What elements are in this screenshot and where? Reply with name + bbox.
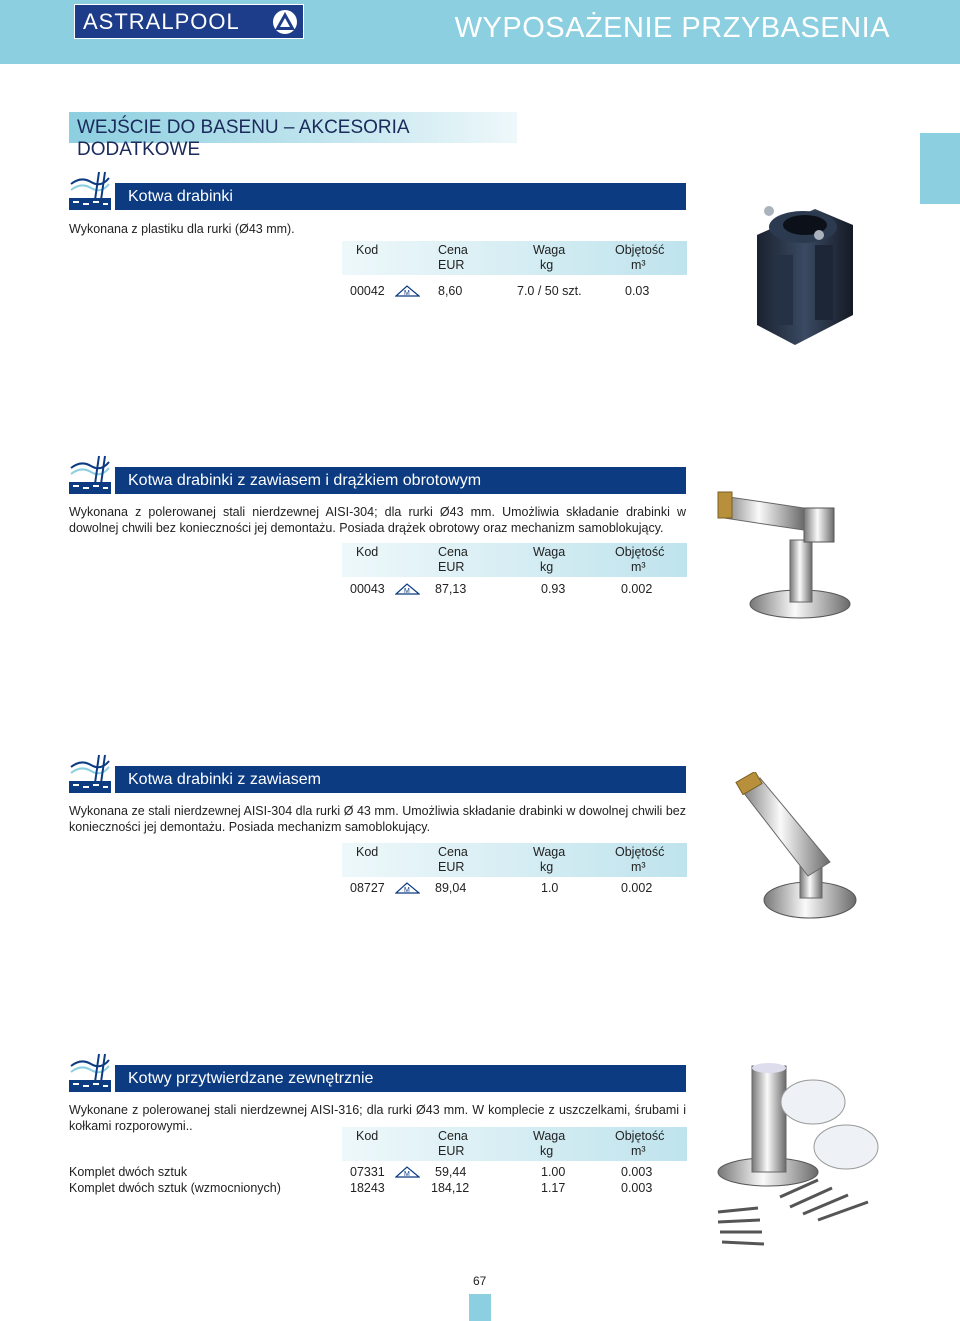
row-price: 8,60	[438, 284, 463, 298]
table-row	[69, 582, 686, 598]
table-row	[69, 284, 686, 300]
col-objetosc: Objętość	[615, 1129, 665, 1143]
col-kg: kg	[540, 860, 554, 874]
page-tab	[469, 1294, 491, 1321]
section-title: WEJŚCIE DO BASENU – AKCESORIA DODATKOWE	[77, 117, 409, 160]
col-waga: Waga	[533, 845, 566, 859]
external-anchors-kit-image	[708, 1062, 888, 1257]
col-eur: EUR	[438, 560, 465, 574]
col-eur: EUR	[438, 860, 465, 874]
row-weight: 7.0 / 50 szt.	[517, 284, 582, 298]
col-m3: m³	[631, 258, 646, 272]
row-volume: 0.002	[621, 582, 653, 596]
page-number: 67	[473, 1274, 487, 1288]
header-bar	[0, 0, 960, 64]
product-header	[69, 1062, 686, 1092]
col-objetosc: Objętość	[615, 845, 665, 859]
product-description: Wykonana z plastiku dla rurki (Ø43 mm).	[69, 222, 295, 236]
plastic-anchor-image	[745, 195, 860, 350]
row-volume: 0.03	[625, 284, 650, 298]
row-price: 184,12	[431, 1181, 470, 1195]
col-objetosc: Objętość	[615, 545, 665, 559]
product-kotwa-zawias	[69, 763, 686, 895]
col-m3: m³	[631, 560, 646, 574]
m-icon	[395, 285, 420, 299]
col-waga: Waga	[533, 545, 566, 559]
col-kod: Kod	[356, 1129, 379, 1143]
table-header	[342, 1127, 687, 1161]
row-code: 00043	[350, 582, 385, 596]
product-kotwy-zewnetrzne	[69, 1062, 686, 1195]
product-header	[69, 763, 686, 793]
product-title: Kotwy przytwierdzane zewnętrznie	[115, 1065, 686, 1092]
col-kg: kg	[540, 560, 554, 574]
row-code: 08727	[350, 881, 385, 895]
table-header	[342, 843, 687, 877]
product-description: Wykonana ze stali nierdzewnej AISI-304 dla rurki Ø 43 mm. Umożliwia składanie drabinki w dowolnej chwili bez konieczności jej demontażu. Posiada mechanizm samoblokujący.	[69, 804, 686, 834]
col-waga: Waga	[533, 1129, 566, 1143]
m-icon	[395, 583, 420, 597]
col-m3: m³	[631, 1144, 646, 1158]
row-label: Komplet dwóch sztuk	[69, 1165, 188, 1179]
product-title: Kotwa drabinki	[115, 183, 686, 210]
pool-ladder-icon	[69, 753, 111, 793]
col-objetosc: Objętość	[615, 243, 665, 257]
svg-text:M: M	[404, 588, 410, 595]
col-kod: Kod	[356, 845, 379, 859]
pool-ladder-icon	[69, 454, 111, 494]
col-eur: EUR	[438, 1144, 465, 1158]
col-m3: m³	[631, 860, 646, 874]
svg-text:M: M	[404, 1171, 410, 1178]
row-volume: 0.002	[621, 881, 653, 895]
col-cena: Cena	[438, 1129, 468, 1143]
brand-name: ASTRALPOOL	[83, 8, 240, 34]
row-weight: 1.00	[541, 1165, 566, 1179]
astralpool-logo	[74, 4, 304, 39]
row-weight: 0.93	[541, 582, 566, 596]
m-icon	[395, 1166, 420, 1180]
col-kod: Kod	[356, 545, 379, 559]
col-waga: Waga	[533, 243, 566, 257]
product-description: Wykonane z polerowanej stali nierdzewnej AISI-316; dla rurki Ø43 mm. W komplecie z uszczelkami, śrubami i kołkami rozporowymi..	[69, 1103, 686, 1133]
product-kotwa-drabinki	[69, 180, 686, 298]
pool-ladder-icon	[69, 170, 111, 210]
pool-ladder-icon	[69, 1052, 111, 1092]
table-row	[69, 1181, 686, 1197]
table-row	[69, 881, 686, 897]
row-volume: 0.003	[621, 1181, 653, 1195]
logo-triangle-icon	[271, 8, 299, 35]
hinged-anchor-rod-image	[712, 478, 857, 620]
row-code: 18243	[350, 1181, 385, 1195]
product-title: Kotwa drabinki z zawiasem	[115, 766, 686, 793]
product-header	[69, 180, 686, 210]
col-cena: Cena	[438, 545, 468, 559]
col-cena: Cena	[438, 243, 468, 257]
col-eur: EUR	[438, 258, 465, 272]
table-row	[69, 1165, 686, 1181]
svg-text:M: M	[404, 887, 410, 894]
product-description: Wykonana z polerowanej stali nierdzewnej AISI-304; dla rurki Ø43 mm. Umożliwia składanie drabinki w dowolnej chwili bez konieczności jej demontażu. Posiada drążek obrotowy oraz mechanizm samoblokujący.	[69, 505, 686, 535]
table-header	[342, 241, 687, 275]
row-weight: 1.17	[541, 1181, 566, 1195]
product-header	[69, 464, 686, 494]
m-icon	[395, 882, 420, 896]
product-kotwa-zawias-drazek	[69, 464, 686, 596]
section-heading	[69, 112, 517, 160]
page-title: WYPOSAŻENIE PRZYBASENIA	[454, 12, 890, 44]
table-header	[342, 543, 687, 577]
col-kod: Kod	[356, 243, 379, 257]
col-cena: Cena	[438, 845, 468, 859]
row-code: 07331	[350, 1165, 385, 1179]
row-code: 00042	[350, 284, 385, 298]
product-title: Kotwa drabinki z zawiasem i drążkiem obrotowym	[115, 467, 686, 494]
side-tab	[920, 133, 960, 204]
svg-text:M: M	[404, 290, 410, 297]
row-price: 87,13	[435, 582, 467, 596]
row-volume: 0.003	[621, 1165, 653, 1179]
row-price: 89,04	[435, 881, 467, 895]
row-price: 59,44	[435, 1165, 467, 1179]
row-label: Komplet dwóch sztuk (wzmocnionych)	[69, 1181, 281, 1195]
hinged-anchor-image	[730, 772, 865, 922]
col-kg: kg	[540, 258, 554, 272]
col-kg: kg	[540, 1144, 554, 1158]
row-weight: 1.0	[541, 881, 559, 895]
